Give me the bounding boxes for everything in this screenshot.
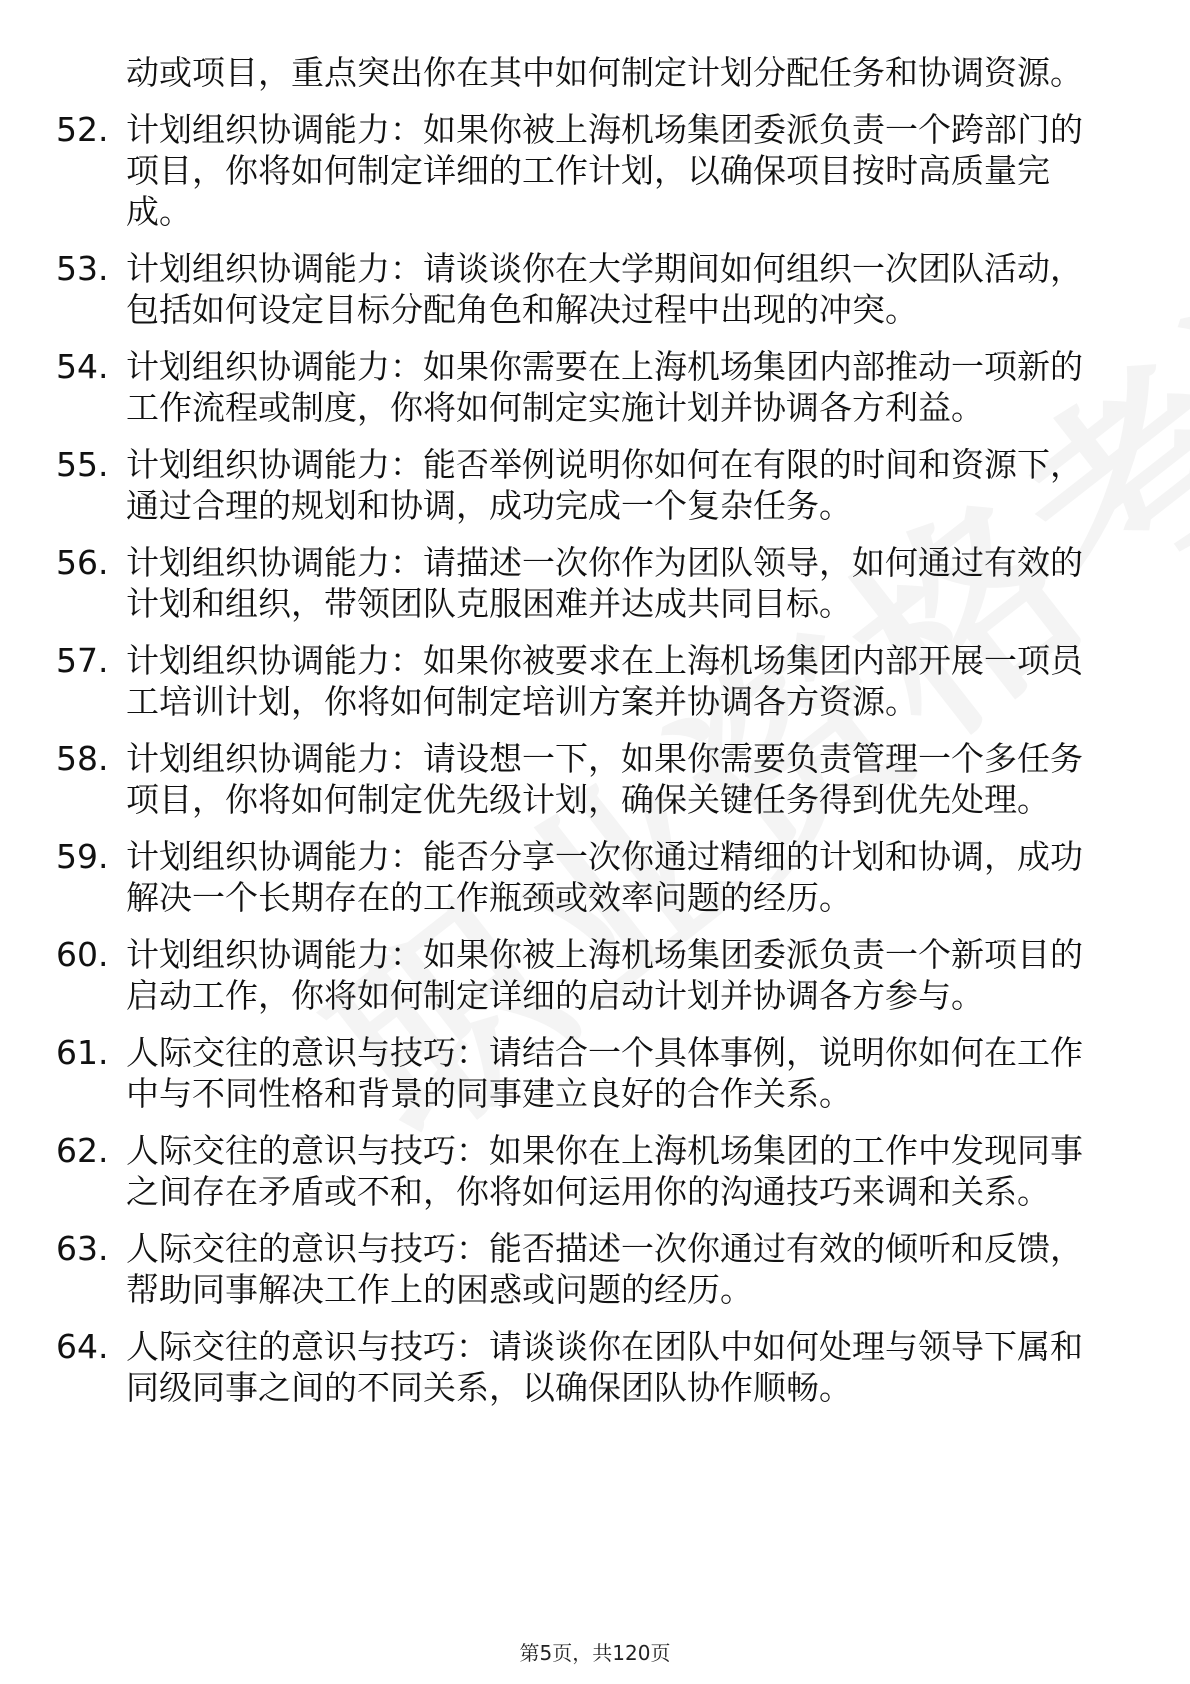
question-number: 62. xyxy=(56,1131,109,1170)
question-number: 52. xyxy=(56,110,109,149)
question-text: 计划组织协调能力：如果你需要在上海机场集团内部推动一项新的工作流程或制度，你将如何制定实施计划并协调各方利益。 xyxy=(126,347,1083,427)
question-item-56 xyxy=(56,542,1111,624)
question-number: 56. xyxy=(56,543,109,582)
question-item-62 xyxy=(56,1130,1111,1212)
question-number: 64. xyxy=(56,1327,109,1366)
question-item-57 xyxy=(56,640,1111,722)
question-number: 54. xyxy=(56,347,109,386)
question-text: 人际交往的意识与技巧：请结合一个具体事例，说明你如何在工作中与不同性格和背景的同事建立良好的合作关系。 xyxy=(126,1033,1083,1113)
question-number: 53. xyxy=(56,249,109,288)
question-text: 计划组织协调能力：能否举例说明你如何在有限的时间和资源下，通过合理的规划和协调，成功完成一个复杂任务。 xyxy=(126,445,1083,525)
question-text: 计划组织协调能力：请设想一下，如果你需要负责管理一个多任务项目，你将如何制定优先级计划，确保关键任务得到优先处理。 xyxy=(126,739,1083,819)
question-text: 人际交往的意识与技巧：如果你在上海机场集团的工作中发现同事之间存在矛盾或不和，你将如何运用你的沟通技巧来调和关系。 xyxy=(126,1131,1083,1211)
question-number: 59. xyxy=(56,837,109,876)
question-text: 计划组织协调能力：如果你被上海机场集团委派负责一个跨部门的项目，你将如何制定详细的工作计划，以确保项目按时高质量完成。 xyxy=(126,110,1083,231)
question-list xyxy=(0,52,1190,1408)
question-text: 计划组织协调能力：请谈谈你在大学期间如何组织一次团队活动，包括如何设定目标分配角色和解决过程中出现的冲突。 xyxy=(126,249,1083,329)
question-item-58 xyxy=(56,738,1111,820)
question-number: 60. xyxy=(56,935,109,974)
question-text: 计划组织协调能力：如果你被上海机场集团委派负责一个新项目的启动工作，你将如何制定详细的启动计划并协调各方参与。 xyxy=(126,935,1083,1015)
question-text: 人际交往的意识与技巧：能否描述一次你通过有效的倾听和反馈，帮助同事解决工作上的困惑或问题的经历。 xyxy=(126,1229,1083,1309)
continuation-text: 动或项目，重点突出你在其中如何制定计划分配任务和协调资源。 xyxy=(126,53,1083,92)
question-item-52 xyxy=(56,109,1111,232)
question-text: 计划组织协调能力：请描述一次你作为团队领导，如何通过有效的计划和组织，带领团队克服困难并达成共同目标。 xyxy=(126,543,1083,623)
question-item-63 xyxy=(56,1228,1111,1310)
question-number: 55. xyxy=(56,445,109,484)
question-number: 58. xyxy=(56,739,109,778)
question-item-53 xyxy=(56,248,1111,330)
question-number: 61. xyxy=(56,1033,109,1072)
question-item-54 xyxy=(56,346,1111,428)
question-item-61 xyxy=(56,1032,1111,1114)
question-item-64 xyxy=(56,1326,1111,1408)
question-text: 计划组织协调能力：如果你被要求在上海机场集团内部开展一项员工培训计划，你将如何制定培训方案并协调各方资源。 xyxy=(126,641,1083,721)
question-text: 计划组织协调能力：能否分享一次你通过精细的计划和协调，成功解决一个长期存在的工作瓶颈或效率问题的经历。 xyxy=(126,837,1083,917)
question-item-55 xyxy=(56,444,1111,526)
page-footer: 第5页，共120页 xyxy=(519,1641,671,1665)
question-item-60 xyxy=(56,934,1111,1016)
question-number: 63. xyxy=(56,1229,109,1268)
question-item-59 xyxy=(56,836,1111,918)
question-number: 57. xyxy=(56,641,109,680)
question-text: 人际交往的意识与技巧：请谈谈你在团队中如何处理与领导下属和同级同事之间的不同关系，以确保团队协作顺畅。 xyxy=(126,1327,1083,1407)
